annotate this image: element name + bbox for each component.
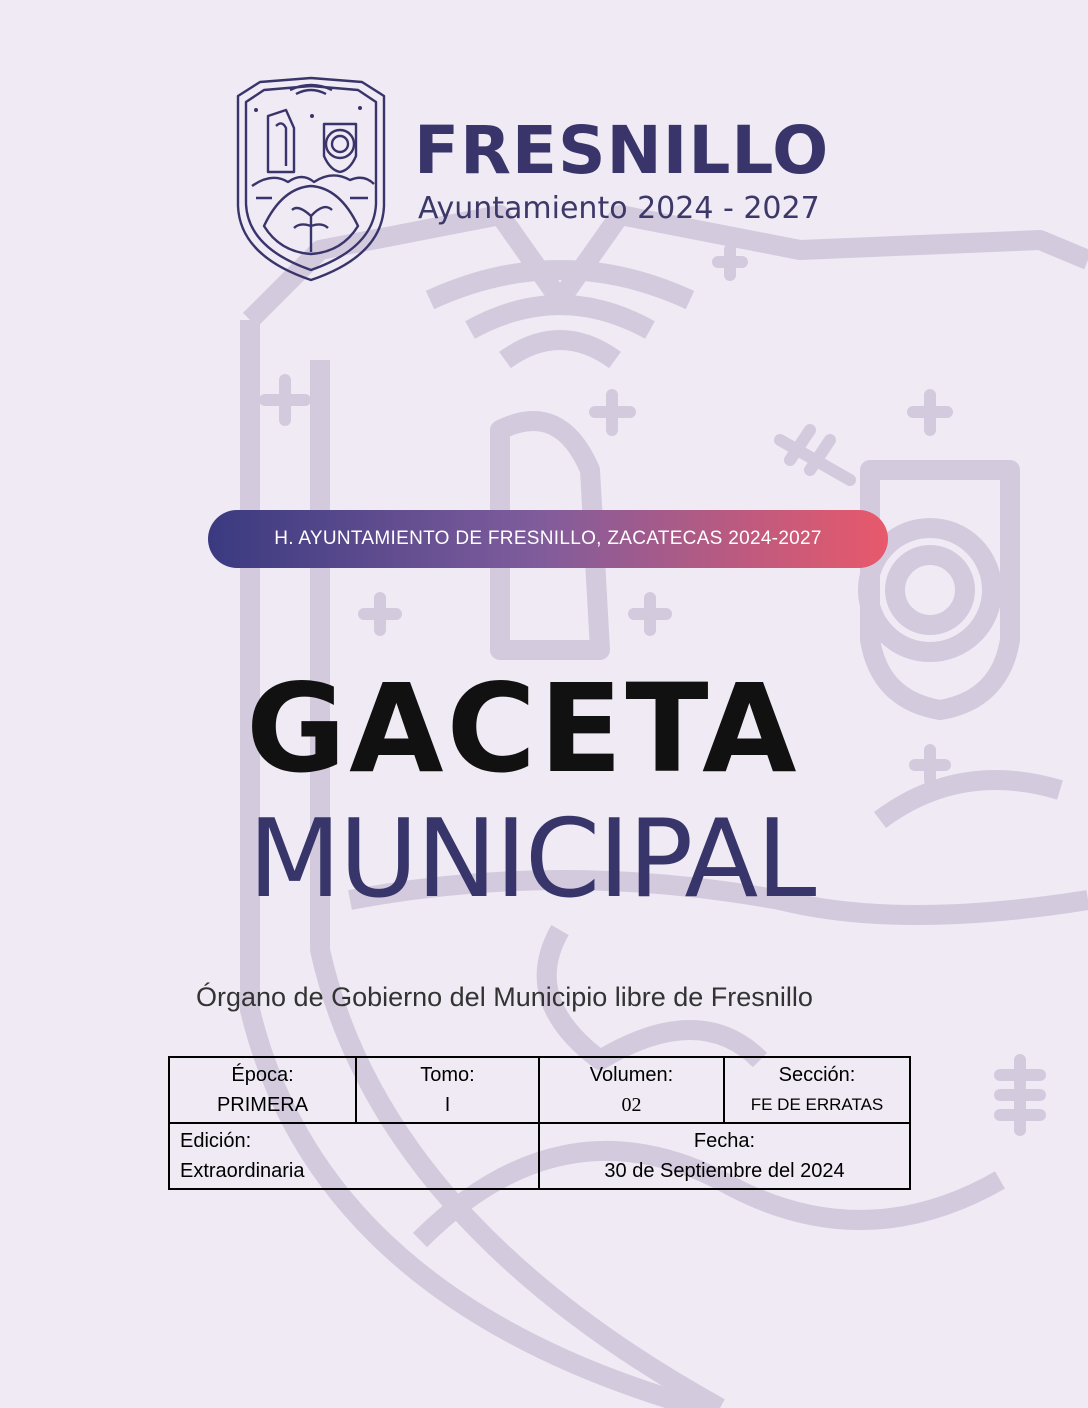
edicion-cell (169, 1123, 539, 1189)
fecha-value: 30 de Septiembre del 2024 (604, 1160, 845, 1182)
volumen-value: 02 (621, 1094, 642, 1116)
seccion-label: Sección: (778, 1064, 856, 1086)
title-municipal: MUNICIPAL (248, 797, 815, 922)
edicion-value: Extraordinaria (180, 1160, 305, 1182)
tomo-value: I (444, 1094, 451, 1116)
brand-subtitle: Ayuntamiento 2024 - 2027 (418, 191, 820, 226)
title-gaceta: GACETA (246, 658, 800, 800)
fresnillo-crest-logo (232, 76, 390, 282)
volumen-label: Volumen: (589, 1064, 674, 1086)
seccion-value: FE DE ERRATAS (750, 1095, 884, 1114)
fecha-label: Fecha: (693, 1130, 756, 1152)
epoca-label: Época: (231, 1064, 294, 1086)
table-row (169, 1123, 910, 1189)
banner (208, 510, 888, 568)
epoca-value: PRIMERA (216, 1094, 309, 1116)
brand-title: FRESNILLO (414, 112, 830, 189)
seccion-cell (724, 1057, 910, 1123)
volumen-cell (539, 1057, 724, 1123)
epoca-cell (169, 1057, 356, 1123)
tomo-cell (356, 1057, 539, 1123)
tagline: Órgano de Gobierno del Municipio libre de Fresnillo (196, 982, 813, 1012)
banner-text: H. AYUNTAMIENTO DE FRESNILLO, ZACATECAS 2024-2027 (274, 528, 822, 549)
table-row (169, 1057, 910, 1123)
edicion-label: Edición: (180, 1130, 252, 1152)
publication-info-table (168, 1056, 911, 1190)
tomo-label: Tomo: (420, 1064, 475, 1086)
fecha-cell (539, 1123, 910, 1189)
